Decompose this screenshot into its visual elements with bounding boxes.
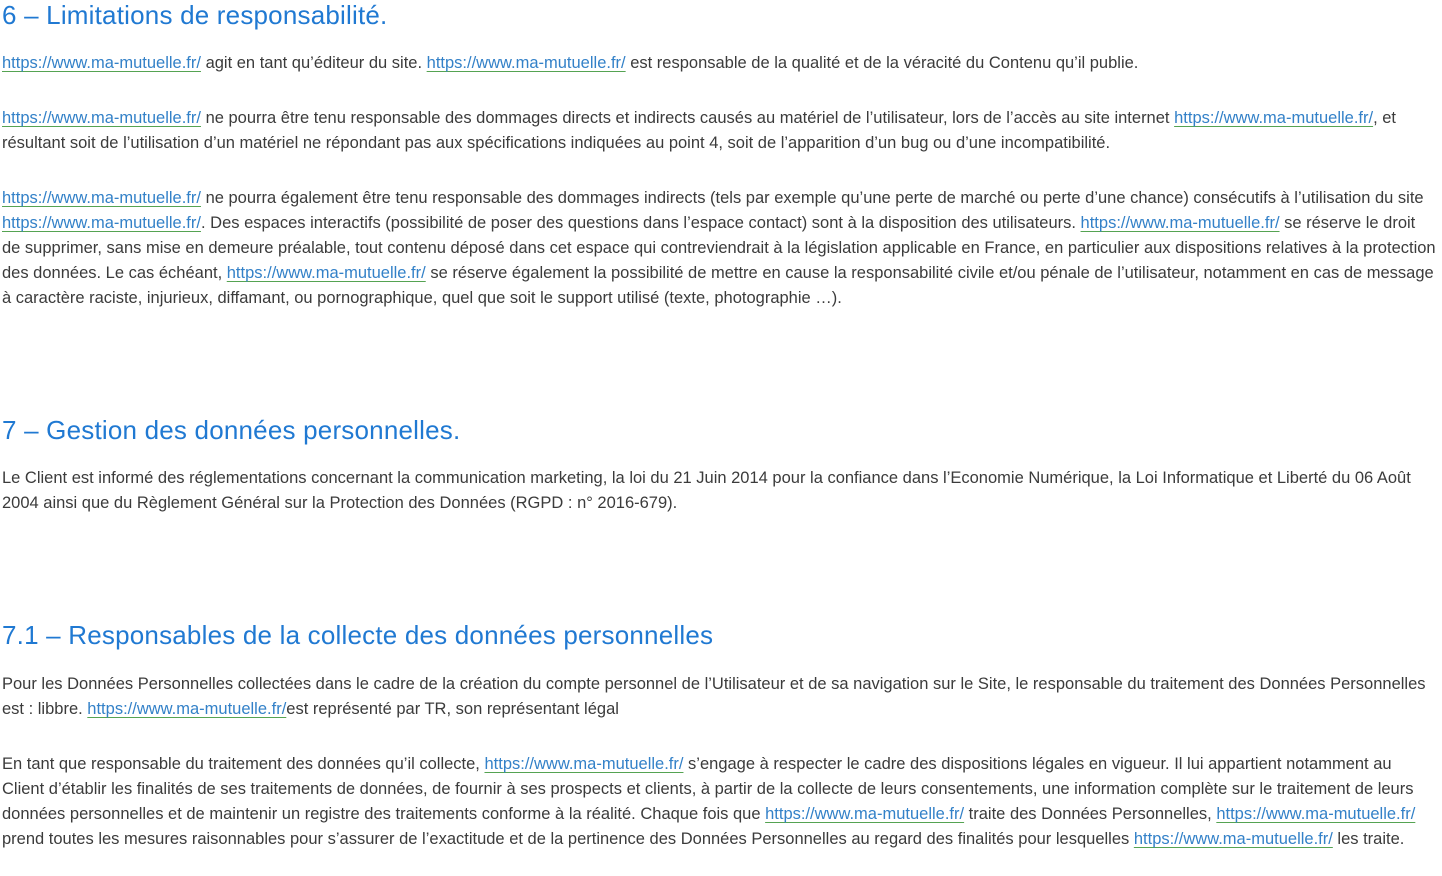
site-link[interactable]: https://www.ma-mutuelle.fr/ <box>426 54 626 73</box>
section-limitations-heading: 6 – Limitations de responsabilité. <box>2 0 388 30</box>
paragraph: Le Client est informé des réglementations concernant la communication marketing, la loi du 21 Juin 2014 pour la confiance dans l’Economie Numérique, la Loi Informatique et Liberté du 06 Août 2004 ainsi que du Règlement Général sur la Protection des Données (RGPD : n° 2016-679). <box>2 469 1411 513</box>
section-responsables-collecte-heading: 7.1 – Responsables de la collecte des données personnelles <box>2 620 714 651</box>
site-link[interactable]: https://www.ma-mutuelle.fr/ <box>2 214 201 233</box>
site-link[interactable]: https://www.ma-mutuelle.fr/ <box>226 264 426 283</box>
section-limitations-responsabilite <box>2 0 1438 311</box>
site-link[interactable]: https://www.ma-mutuelle.fr/ <box>87 699 287 718</box>
site-link[interactable]: https://www.ma-mutuelle.fr/ <box>2 54 201 73</box>
site-link[interactable]: https://www.ma-mutuelle.fr/ <box>2 189 201 208</box>
section-gestion-donnees <box>2 415 1438 516</box>
paragraph: https://www.ma-mutuelle.fr/ ne pourra être tenu responsable des dommages directs et indirects causés au matériel de l’utilisateur, lors de l’accès au site internet https://www.ma-mutuelle.fr/, et résultant soit de l’utilisation d’un matériel ne répondant pas aux spécifications indiquées au point 4, soit de l’apparition d’un bug ou d’une incompatibilité. <box>2 109 1397 153</box>
site-link[interactable]: https://www.ma-mutuelle.fr/ <box>1080 214 1280 233</box>
section-gestion-donnees-heading: 7 – Gestion des données personnelles. <box>2 415 461 446</box>
site-link[interactable]: https://www.ma-mutuelle.fr/ <box>2 109 201 128</box>
paragraph: https://www.ma-mutuelle.fr/ agit en tant qu’éditeur du site. https://www.ma-mutuelle.fr/ est responsable de la qualité et de la véracité du Contenu qu’il publie. <box>2 54 1139 73</box>
site-link[interactable]: https://www.ma-mutuelle.fr/ <box>1216 804 1416 823</box>
site-link[interactable]: https://www.ma-mutuelle.fr/ <box>484 754 684 773</box>
paragraph: Pour les Données Personnelles collectées dans le cadre de la création du compte personnel de l’Utilisateur et de sa navigation sur le Site, le responsable du traitement des Données Personnelles est : libbre. https://www.ma-mutuelle.fr/est représenté par TR, son représentant légal <box>2 674 1426 718</box>
site-link[interactable]: https://www.ma-mutuelle.fr/ <box>1174 109 1374 128</box>
paragraph: https://www.ma-mutuelle.fr/ ne pourra également être tenu responsable des dommages indirects (tels par exemple qu’une perte de marché ou perte d’une chance) consécutifs à l’utilisation du site https://www.ma-mutuelle.fr/. Des espaces interactifs (possibilité de poser des questions dans l’espace contact) sont à la disposition des utilisateurs. https://www.ma-mutuelle.fr/ se réserve le droit de supprimer, sans mise en demeure préalable, tout contenu déposé dans cet espace qui contreviendrait à la législation applicable en France, en particulier aux dispositions relatives à la protection des données. Le cas échéant, https://www.ma-mutuelle.fr/ se réserve également la possibilité de mettre en cause la responsabilité civile et/ou pénale de l’utilisateur, notamment en cas de message à caractère raciste, injurieux, diffamant, ou pornographique, quel que soit le support utilisé (texte, photographie …). <box>2 189 1436 308</box>
section-responsables-collecte <box>2 620 1438 851</box>
site-link[interactable]: https://www.ma-mutuelle.fr/ <box>765 804 965 823</box>
site-link[interactable]: https://www.ma-mutuelle.fr/ <box>1133 829 1333 848</box>
paragraph: En tant que responsable du traitement des données qu’il collecte, https://www.ma-mutuelle.fr/ s’engage à respecter le cadre des dispositions légales en vigueur. Il lui appartient notamment au Client d’établir les finalités de ses traitements de données, de fournir à ses prospects et clients, à partir de la collecte de leurs consentements, une information complète sur le traitement de leurs données personnelles et de maintenir un registre des traitements conforme à la réalité. Chaque fois que https://www.ma-mutuelle.fr/ traite des Données Personnelles, https://www.ma-mutuelle.fr/ prend toutes les mesures raisonnables pour s’assurer de l’exactitude et de la pertinence des Données Personnelles au regard des finalités pour lesquelles https://www.ma-mutuelle.fr/ les traite. <box>2 754 1416 848</box>
